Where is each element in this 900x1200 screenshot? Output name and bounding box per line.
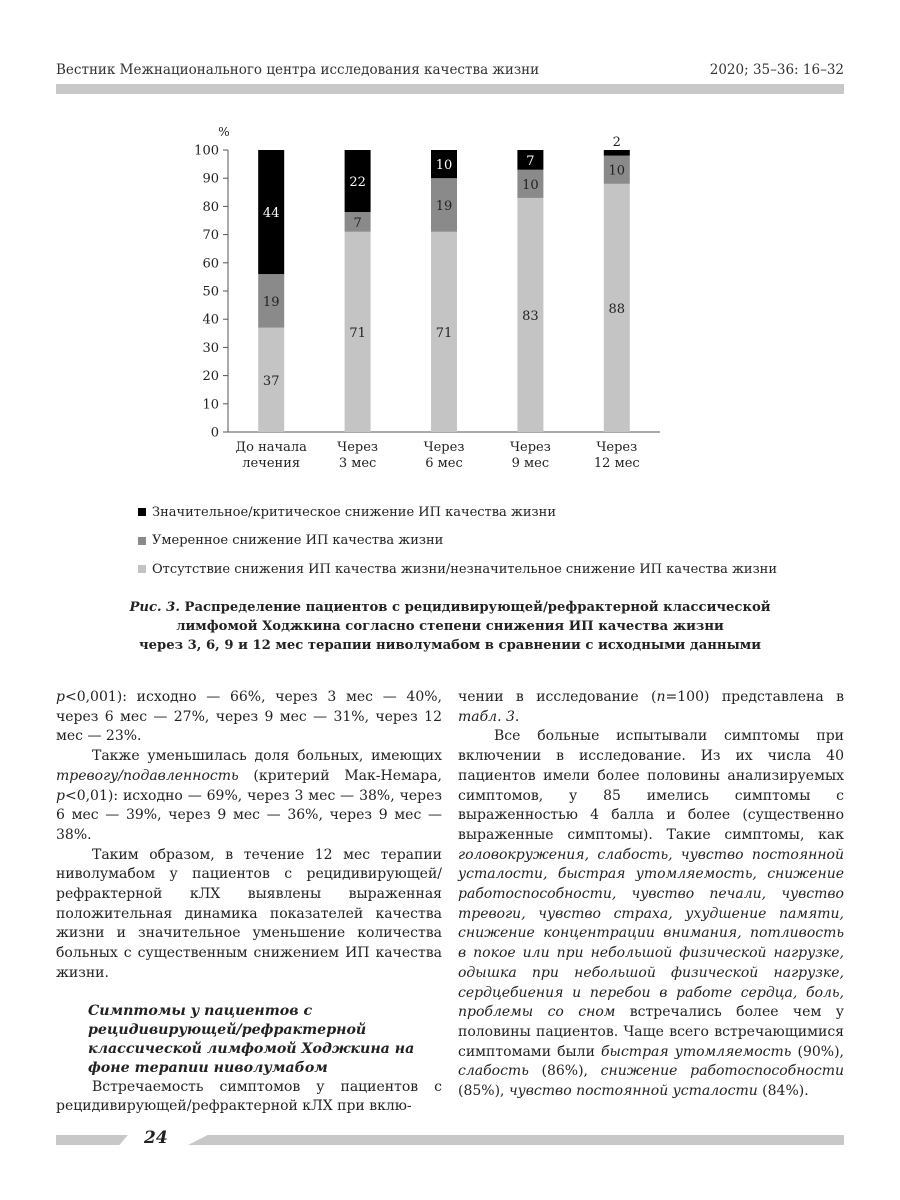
paragraph-6-text-b: встречались более чем у половины пациентов. Чаще всего встречающимися симптомами были — [458, 1004, 844, 1060]
caption-line-1 — [56, 598, 844, 617]
y-axis-unit-label: % — [218, 125, 230, 139]
bar-value-label: 7 — [526, 153, 535, 169]
y-tick-label: 30 — [202, 340, 219, 356]
left-column — [56, 688, 442, 1117]
paragraph-2-emphasis: тревогу/подавленность — [56, 767, 239, 784]
y-tick-label: 0 — [210, 425, 219, 441]
paragraph-3: Таким образом, в течение 12 мес терапии ниволумабом у пациентов с рецидивирующей/рефрактерной кЛХ выявлены выраженная положительная динамика показателей качества жизни и значительное уменьшение количества больных с существенным снижением ИП качества жизни. — [56, 846, 442, 981]
caption-line-2: лимфомой Ходжкина согласно степени снижения ИП качества жизни — [176, 619, 724, 634]
y-tick-label: 50 — [202, 284, 219, 300]
bar-value-label: 88 — [608, 301, 626, 317]
paragraph-6-text-f: (84%). — [757, 1083, 809, 1100]
x-tick-label: Через — [509, 440, 551, 455]
paragraph-1-text: <0,001): исходно — 66%, через 3 мес — 40%, через 6 мес — 27%, через 9 мес — 31%, через 12 мес — 23%. — [56, 689, 442, 745]
y-tick-label: 100 — [194, 143, 219, 159]
legend-swatch-moderate — [138, 537, 146, 545]
x-tick-label: 3 мес — [338, 456, 377, 471]
table-reference: табл. 3 — [458, 708, 515, 725]
paragraph-2 — [56, 747, 442, 846]
p-value-symbol-2: p — [56, 787, 65, 804]
p-value-symbol: p — [56, 689, 65, 705]
paragraph-4: Встречаемость симптомов у пациентов с рецидивирующей/рефрактерной кЛХ при вклю- — [56, 1078, 442, 1115]
figure-label: Рис. 3. — [129, 600, 180, 615]
paragraph-5-text-b: =100) представлена в — [665, 689, 844, 705]
y-tick-label: 10 — [202, 397, 219, 413]
bar-segment-severe — [604, 150, 630, 156]
legend-label-moderate: Умеренное снижение ИП качества жизни — [152, 533, 444, 549]
caption-text-1: Распределение пациентов с рецидивирующей/рефрактерной классической — [184, 600, 771, 615]
legend-label-severe: Значительное/критическое снижение ИП качества жизни — [152, 504, 556, 520]
symptom-tiredness: чувство постоянной усталости — [508, 1083, 758, 1100]
y-tick-label: 60 — [202, 256, 219, 272]
x-tick-label: 12 мес — [593, 456, 640, 471]
section-subheading: Симптомы у пациентов с рецидивирующей/рефрактерной классической лимфомой Ходжкина на фоне терапии ниволумабом — [88, 1002, 415, 1076]
x-tick-label: Через — [337, 440, 379, 455]
x-tick-label: Через — [596, 440, 638, 455]
figure-caption — [56, 598, 844, 655]
x-tick-label: До начала — [235, 440, 307, 455]
y-tick-label: 70 — [202, 228, 219, 244]
legend-item-severe — [138, 498, 818, 527]
paragraph-2-text-b: (критерий Мак-Немара, — [238, 767, 442, 784]
x-tick-label: 9 мес — [511, 456, 550, 471]
y-tick-label: 40 — [202, 312, 219, 328]
legend-swatch-none — [138, 565, 146, 573]
issue-reference: 2020; 35–36: 16–32 — [709, 62, 844, 78]
bar-value-label: 22 — [349, 175, 366, 191]
x-tick-label: Через — [423, 440, 465, 455]
bar-value-label: 71 — [435, 325, 453, 341]
bar-value-label: 71 — [349, 325, 366, 341]
paragraph-6 — [458, 727, 844, 1101]
paragraph-6-text-d: (86%), — [528, 1063, 601, 1080]
stacked-bar-chart — [180, 118, 680, 478]
bar-value-label: 10 — [608, 163, 626, 179]
footer-rule-right — [188, 1135, 844, 1145]
caption-line-3: через 3, 6, 9 и 12 мес терапии ниволумабом в сравнении с исходными данными — [138, 638, 762, 653]
symptom-work-capacity: снижение работоспособности — [600, 1063, 844, 1080]
bar-value-label: 2 — [612, 135, 621, 150]
y-tick-label: 90 — [202, 171, 219, 187]
legend-swatch-severe — [138, 508, 146, 516]
x-tick-label: 6 мес — [425, 456, 463, 471]
paragraph-5-text-c: . — [514, 708, 520, 725]
header-rule — [56, 84, 844, 94]
y-tick-label: 80 — [202, 199, 219, 215]
bar-value-label: 19 — [262, 294, 280, 310]
legend-item-none — [138, 555, 818, 584]
paragraph-6-text-a: Все больные испытывали симптомы при включении в исследование. Из их числа 40 пациентов имели более половины анализируемых симптомов, у 85 имелись симптомы с выраженностью 4 балла и более (существенно выраженные симптомы). Такие симптомы, как — [458, 728, 844, 843]
symptom-list: головокружения, слабость, чувство постоянной усталости, быстрая утомляемость, снижение работоспособности, чувство печали, чувство тревоги, чувство страха, ухудшение памяти, снижение концентрации внимания, потливость в покое или при небольшой физической нагрузке, одышка при небольшой физической нагрузке, сердцебиения и перебои в работе сердца, боль, проблемы со сном — [458, 846, 844, 1021]
paragraph-2-text-c: <0,01): исходно — 69%, через 3 мес — 38%, через 6 мес — 39%, через 9 мес — 36%, через 9 мес — 38%. — [56, 787, 442, 843]
paragraph-1 — [56, 688, 442, 747]
paragraph-5-text-a: чении в исследование ( — [458, 689, 657, 705]
running-header — [56, 62, 844, 82]
legend-label-none: Отсутствие снижения ИП качества жизни/незначительное снижение ИП качества жизни — [152, 561, 778, 577]
x-tick-label: лечения — [242, 456, 301, 471]
chart-legend — [138, 498, 818, 584]
n-symbol: n — [656, 689, 666, 705]
paragraph-5 — [458, 688, 844, 727]
paragraph-6-text-e: (85%), — [458, 1083, 509, 1100]
bar-value-label: 19 — [435, 198, 453, 214]
page-number: 24 — [144, 1128, 168, 1148]
footer-rule-left — [56, 1135, 128, 1145]
paragraph-2-text-a: Также уменьшилась доля больных, имеющих — [92, 748, 442, 765]
bar-value-label: 37 — [262, 373, 280, 389]
legend-item-moderate — [138, 527, 818, 556]
bar-value-label: 83 — [522, 308, 539, 324]
y-tick-label: 20 — [202, 369, 219, 385]
bar-value-label: 10 — [522, 177, 539, 193]
right-column — [458, 688, 844, 1102]
bar-value-label: 10 — [435, 158, 453, 174]
journal-title: Вестник Межнационального центра исследования качества жизни — [56, 62, 540, 78]
symptom-weakness: слабость — [458, 1063, 529, 1080]
bar-value-label: 7 — [353, 215, 362, 231]
paragraph-6-text-c: (90%), — [791, 1043, 844, 1060]
bar-value-label: 44 — [262, 206, 280, 222]
symptom-fatigue: быстрая утомляемость — [601, 1043, 792, 1060]
